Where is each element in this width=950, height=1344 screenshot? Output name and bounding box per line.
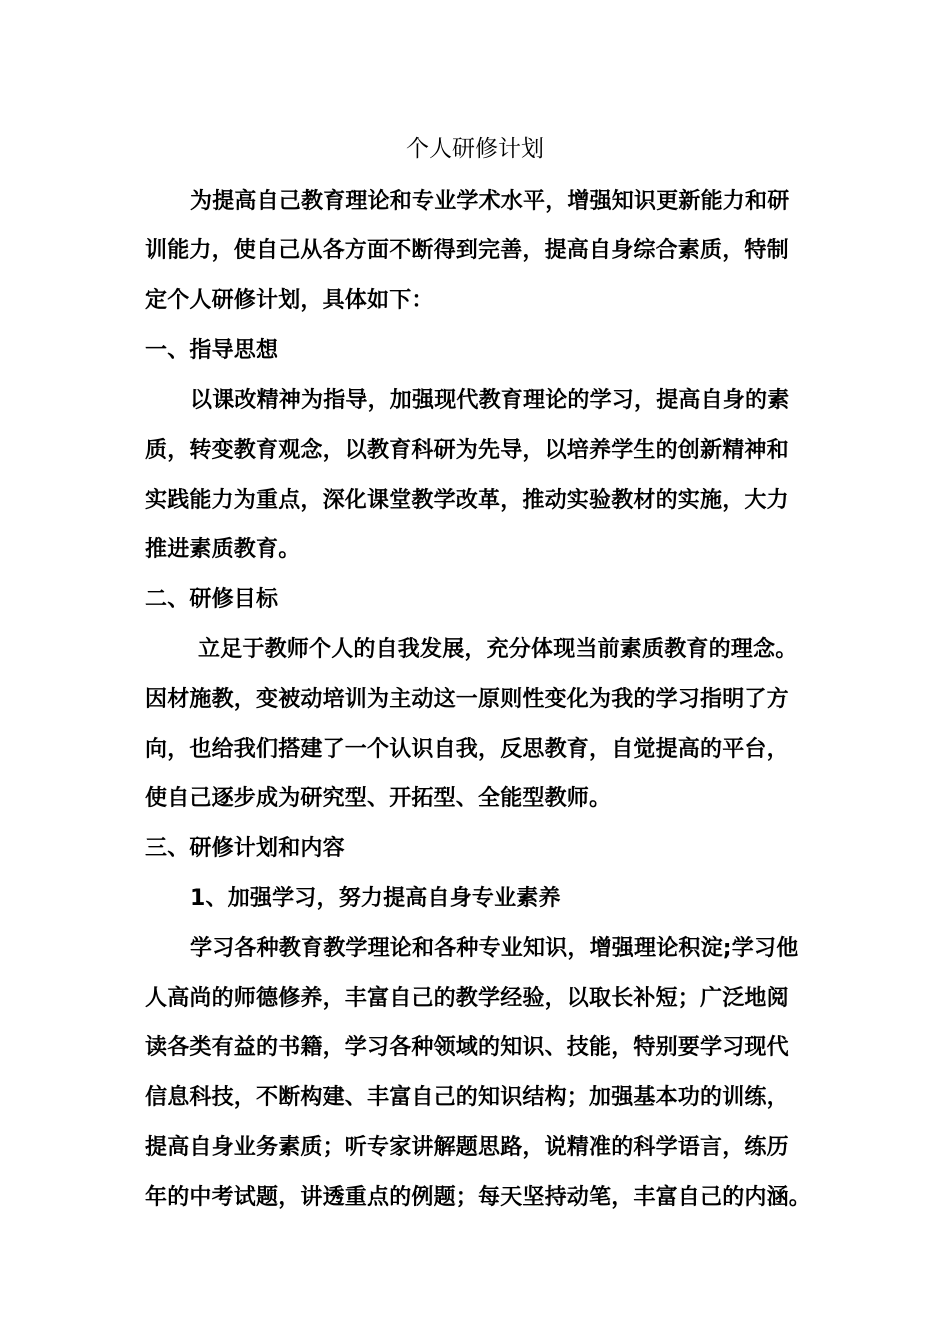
paragraph-line: 信息科技，不断构建、丰富自己的知识结构；加强基本功的训练， (145, 1085, 789, 1110)
paragraph-line: 提高自身业务素质；听专家讲解题思路，说精准的科学语言，练历 (145, 1135, 789, 1160)
paragraph-line: 人高尚的师德修养，丰富自己的教学经验，以取长补短；广泛地阅 (145, 986, 789, 1011)
paragraph-line: 推进素质教育。 (145, 537, 301, 562)
paragraph-line: 立足于教师个人的自我发展，充分体现当前素质教育的理念。 (198, 637, 798, 662)
section-heading: 三、研修计划和内容 (145, 836, 345, 861)
section-heading: 二、研修目标 (145, 587, 279, 612)
document-title: 个人研修计划 (406, 136, 544, 162)
paragraph-line: 训能力，使自己从各方面不断得到完善，提高自身综合素质，特制 (145, 238, 789, 263)
paragraph-line: 定个人研修计划，具体如下： (145, 288, 434, 313)
paragraph-line: 使自己逐步成为研究型、开拓型、全能型教师。 (145, 786, 612, 811)
paragraph-line: 向，也给我们搭建了一个认识自我，反思教育，自觉提高的平台， (145, 737, 789, 762)
paragraph-line: 学习各种教育教学理论和各种专业知识，增强理论积淀;学习他 (190, 936, 799, 961)
paragraph-line: 读各类有益的书籍，学习各种领域的知识、技能，特别要学习现代 (145, 1035, 789, 1060)
paragraph-line: 为提高自己教育理论和专业学术水平，增强知识更新能力和研 (190, 189, 790, 214)
subsection-heading: 1、加强学习，努力提高自身专业素养 (190, 886, 561, 911)
paragraph-line: 质，转变教育观念，以教育科研为先导，以培养学生的创新精神和 (145, 438, 789, 463)
section-heading: 一、指导思想 (145, 338, 279, 363)
paragraph-line: 年的中考试题，讲透重点的例题；每天坚持动笔，丰富自己的内涵。 (145, 1185, 812, 1210)
paragraph-line: 以课改精神为指导，加强现代教育理论的学习，提高自身的素 (190, 388, 790, 413)
paragraph-line: 因材施教，变被动培训为主动这一原则性变化为我的学习指明了方 (145, 687, 789, 712)
paragraph-line: 实践能力为重点，深化课堂教学改革，推动实验教材的实施，大力 (145, 488, 789, 513)
